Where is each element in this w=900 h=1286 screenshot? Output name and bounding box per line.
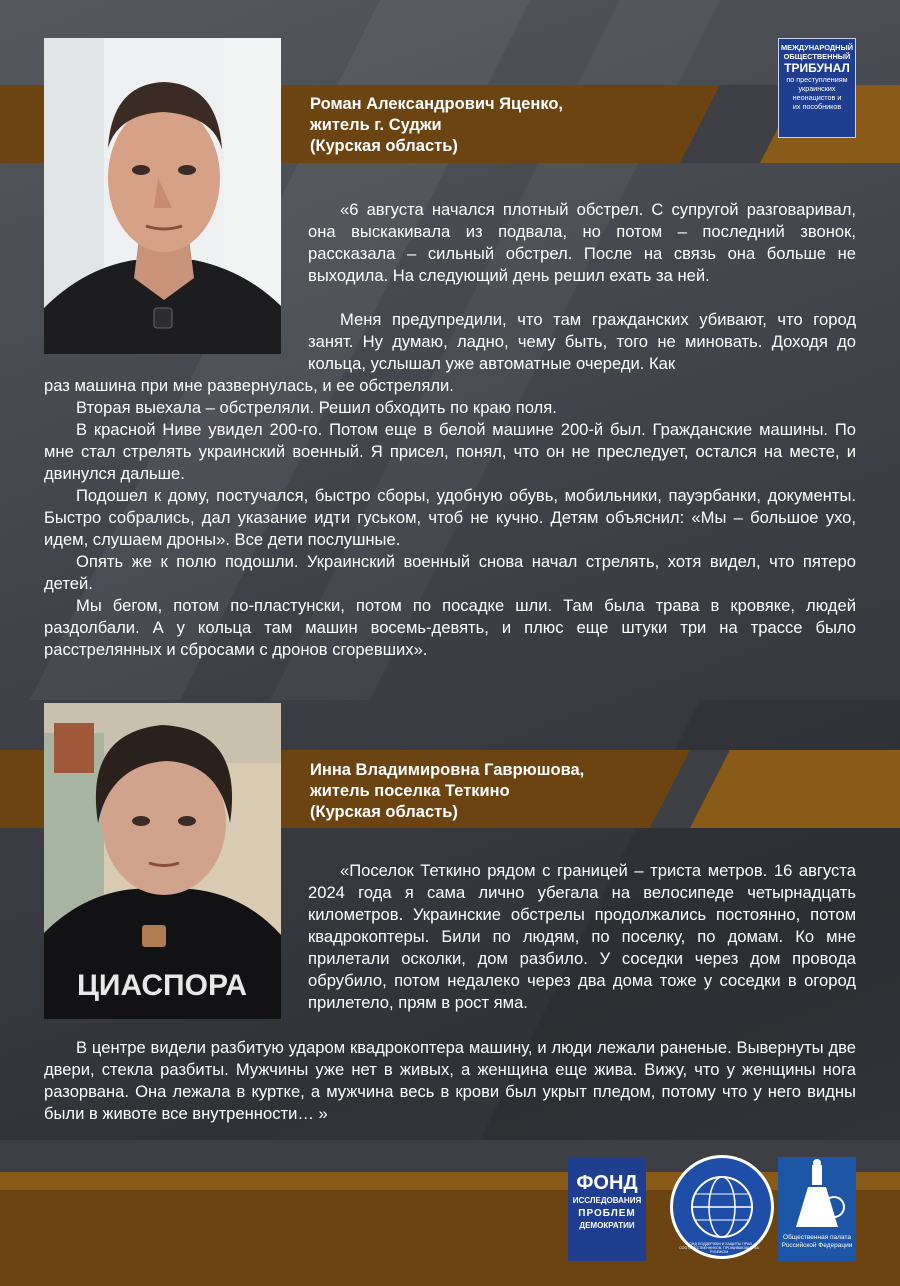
fond-logo-line3: ПРОБЛЕМ — [578, 1208, 636, 1219]
person2-photo — [44, 703, 281, 1019]
tribunal-logo-line3: ТРИБУНАЛ — [784, 61, 850, 75]
public-chamber-line1: Общественная палата — [783, 1234, 851, 1241]
woman-portrait-icon — [44, 703, 281, 1019]
tribunal-logo-line6: неонацистов и — [792, 93, 842, 102]
tribunal-logo-line7: их пособников — [792, 102, 842, 111]
monument-icon — [778, 1157, 856, 1229]
tribunal-logo-line1: МЕЖДУНАРОДНЫЙ — [780, 43, 854, 52]
person2-testimony — [308, 860, 856, 1014]
person2-paragraph-2: В центре видели разбитую ударом квадрокоптера машину, и люди лежали раненые. Вывернуты две двери, стекла разбиты. Мужчины уже нет в живых, а женщина еще жива. Вижу, что у женщины нога разорвана. Она лежала в куртке, а мужчина весь в крови был укрыт пледом, потому что у него видны были в животе все внутренности… » — [44, 1038, 856, 1123]
fond-logo-line4: ДЕМОКРАТИИ — [579, 1221, 635, 1230]
person1-paragraph-1: «6 августа начался плотный обстрел. С супругой разговаривал, она выскакивала из подвала, но потом – последний звонок, рассказала – сильный обстрел. После на связь она больше не выходила. На следующий день решил ехать за ней. — [308, 200, 856, 285]
person2-name: Инна Владимировна Гаврюшова, — [310, 761, 585, 779]
public-chamber-line2: Российской Федерации — [781, 1242, 853, 1249]
person1-paragraph-2-end: раз машина при мне развернулась, и ее обстреляли. — [44, 376, 454, 395]
tribunal-logo — [778, 38, 856, 138]
person2-shirt-text: ЦИАСПОРА — [77, 969, 247, 1002]
person1-testimony — [308, 199, 856, 287]
compatriots-fund-logo — [670, 1155, 774, 1259]
person1-paragraph-6: Опять же к полю подошли. Украинский военный снова начал стрелять, хотя видел, что пятеро детей. — [44, 552, 856, 593]
fond-logo — [568, 1157, 646, 1261]
person2-residence: житель поселка Теткино — [310, 782, 510, 800]
person1-photo — [44, 38, 281, 354]
person1-heading — [310, 94, 563, 157]
person1-testimony-2 — [308, 309, 856, 375]
person1-paragraph-5: Подошел к дому, постучался, быстро сборы, удобную обувь, мобильники, пауэрбанки, документы. Быстро собрались, дал указание идти гуськом, чтоб не кучно. Детям объяснил: «Мы – большое ухо, идем, слушаем дроны». Все дети послушные. — [44, 486, 856, 549]
person2-paragraph-1: «Поселок Теткино рядом с границей – триста метров. 16 августа 2024 года я сама лично убегала на велосипеде четырнадцать километров. Украинские обстрелы продолжались постоянно, потом квадрокоптеры. Били по людям, по поселку, по домам. Ко мне прилетали осколки, дом разбило. У соседки через дом провода обрубило, потом недалеко через два дома тоже у соседки в огород прилетело, прям в рост яма. — [308, 861, 856, 1012]
public-chamber-logo — [778, 1157, 856, 1261]
person1-paragraph-4: В красной Ниве увидел 200-го. Потом еще в белой машине 200-й был. Гражданские машины. По мне стал стрелять украинский военный. Я присел, понял, что он не преследует, остался на месте, и двинулся дальше. — [44, 420, 856, 483]
fond-logo-line1: ФОНД — [576, 1172, 638, 1194]
person1-residence: житель г. Суджи — [310, 116, 442, 134]
person2-testimony-2 — [44, 1037, 856, 1125]
tribunal-logo-line2: ОБЩЕСТВЕННЫЙ — [783, 52, 851, 61]
tribunal-logo-line4: по преступлениям — [786, 75, 848, 84]
person1-paragraph-2: Меня предупредили, что там гражданских убивают, что город занят. Ну думаю, ладно, чему быть, того не миновать. Доходя до кольца, услышал уже автоматные очереди. Как — [308, 310, 856, 373]
person1-paragraph-7: Мы бегом, потом по-пластунски, потом по посадке шли. Там была трава в кровяке, людей раздолбали. А у кольца там машин восемь-девять, и плюс еще штуки три на трассе было расстрелянных и сбросами с дронов сгоревших». — [44, 596, 856, 659]
person1-paragraph-3: Вторая выехала – обстреляли. Решил обходить по краю поля. — [76, 398, 557, 417]
person1-region: (Курская область) — [310, 137, 458, 155]
compatriots-fund-text: ФОНД ПОДДЕРЖКИ И ЗАЩИТЫ ПРАВ СООТЕЧЕСТВЕННИКОВ, ПРОЖИВАЮЩИХ ЗА РУБЕЖОМ — [679, 1242, 759, 1254]
man-portrait-icon — [44, 38, 281, 354]
person1-testimony-3 — [44, 375, 856, 661]
fond-logo-line2: ИССЛЕДОВАНИЯ — [572, 1196, 642, 1205]
person2-heading — [310, 760, 584, 823]
person1-name: Роман Александрович Яценко, — [310, 95, 564, 113]
person2-region: (Курская область) — [310, 803, 458, 821]
tribunal-logo-line5: украинских — [798, 84, 836, 93]
